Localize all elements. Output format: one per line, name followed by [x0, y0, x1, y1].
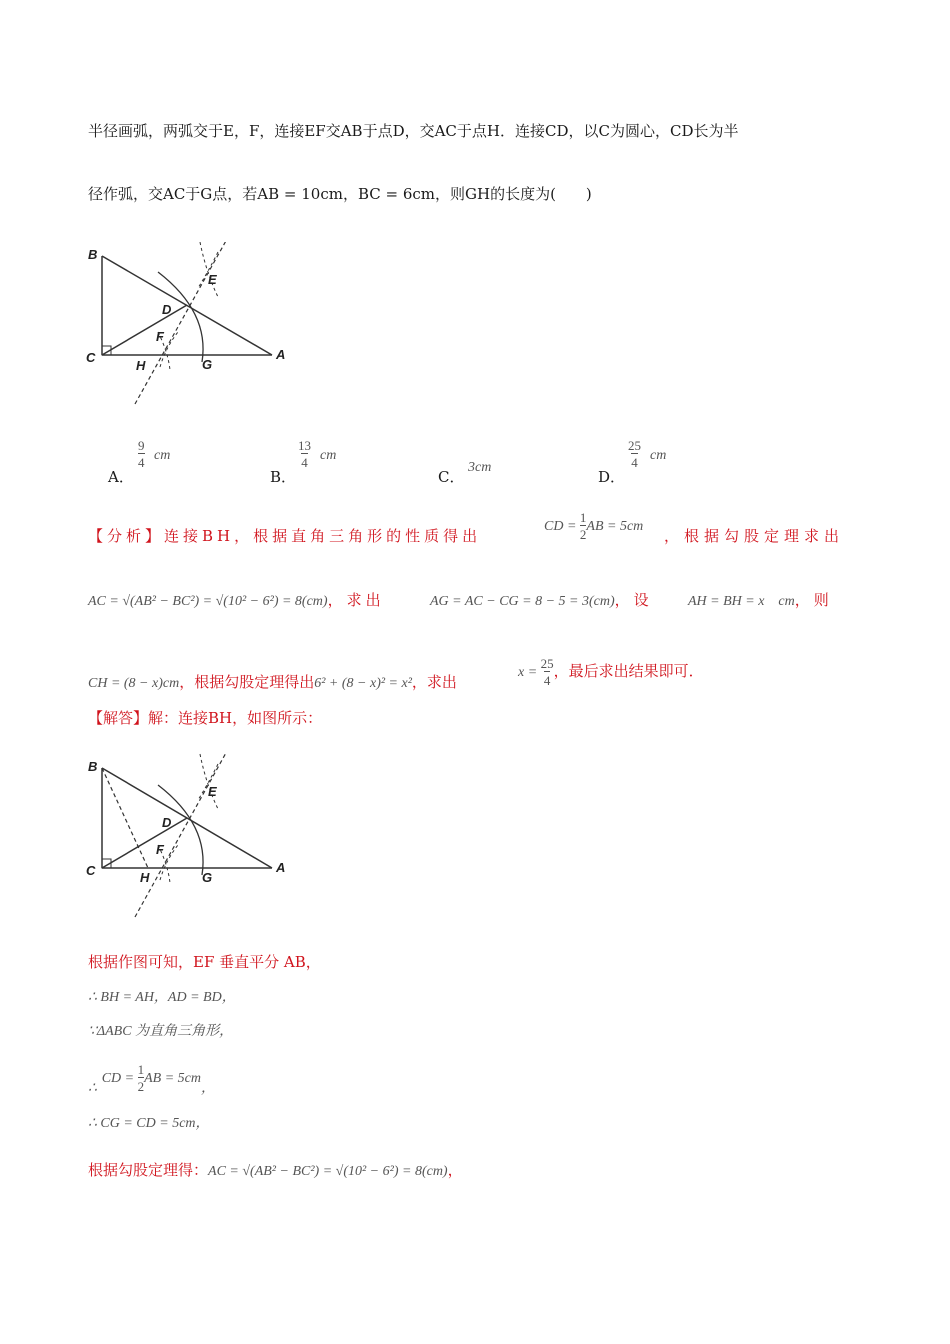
geometry-figure-1 [80, 242, 320, 412]
label-H: H [140, 870, 150, 885]
analysis-cd-formula: CD = $\frac{1}{2}$ AB = 5cm [544, 510, 644, 542]
solution-step-4: ∴ CD = $\frac{1}{2}$ AB = 5cm， [88, 1062, 215, 1096]
solution-step-3: ∵ΔABC 为直角三角形， [88, 1024, 234, 1039]
label-B: B [88, 247, 98, 262]
label-D: D [162, 302, 172, 317]
label-H: H [136, 358, 146, 373]
label-A: A [276, 860, 286, 875]
solution-intro: 【解答】解：连接BH，如图所示： [88, 709, 323, 727]
solution-step-1: 根据作图可知，EF 垂直平分 AB， [88, 953, 321, 971]
solution-step-5: ∴ CG = CD = 5cm， [88, 1116, 210, 1131]
label-D: D [162, 815, 172, 830]
analysis-line-1-end: ，根据勾股定理求出 [664, 527, 845, 545]
analysis-x-formula: x = $\frac{25}{4}$ ，最后求出结果即可． [518, 656, 704, 688]
label-E: E [208, 272, 217, 287]
label-G: G [202, 870, 213, 885]
label-C: C [86, 863, 96, 878]
analysis-line-3: CH = (8 − x)cm，根据勾股定理得出6² + (8 − x)² = x²，求出 [88, 673, 457, 691]
analysis-line-2b: AG = AC − CG = 8 − 5 = 3(cm)，设 [430, 591, 653, 609]
geometry-figure-2 [80, 752, 320, 932]
label-E: E [208, 784, 217, 799]
analysis-line-2: AC = √(AB² − BC²) = √(10² − 6²) = 8(cm)，求出 [88, 591, 385, 609]
solution-step-6: 根据勾股定理得：AC = √(AB² − BC²) = √(10² − 6²) = 8(cm)， [88, 1161, 463, 1179]
label-F: F [156, 842, 164, 857]
label-F: F [156, 329, 164, 344]
label-G: G [202, 357, 213, 372]
label-B: B [88, 759, 98, 774]
question-line-1: 半径画弧，两弧交于E，F，连接EF交AB于点D，交AC于点H．连接CD，以C为圆心，CD长为半 [88, 122, 739, 140]
label-A: A [276, 347, 286, 362]
question-line-2: 径作弧，交AC于G点，若AB = 10cm，BC = 6cm，则GH的长度为( ) [88, 185, 592, 203]
analysis-line-1: 【分析】连接BH，根据直角三角形的性质得出 [88, 527, 482, 545]
label-C: C [86, 350, 96, 365]
analysis-line-2c: AH = BH = x cm，则 [688, 591, 833, 609]
solution-step-2: ∴ BH = AH，AD = BD， [88, 990, 236, 1005]
